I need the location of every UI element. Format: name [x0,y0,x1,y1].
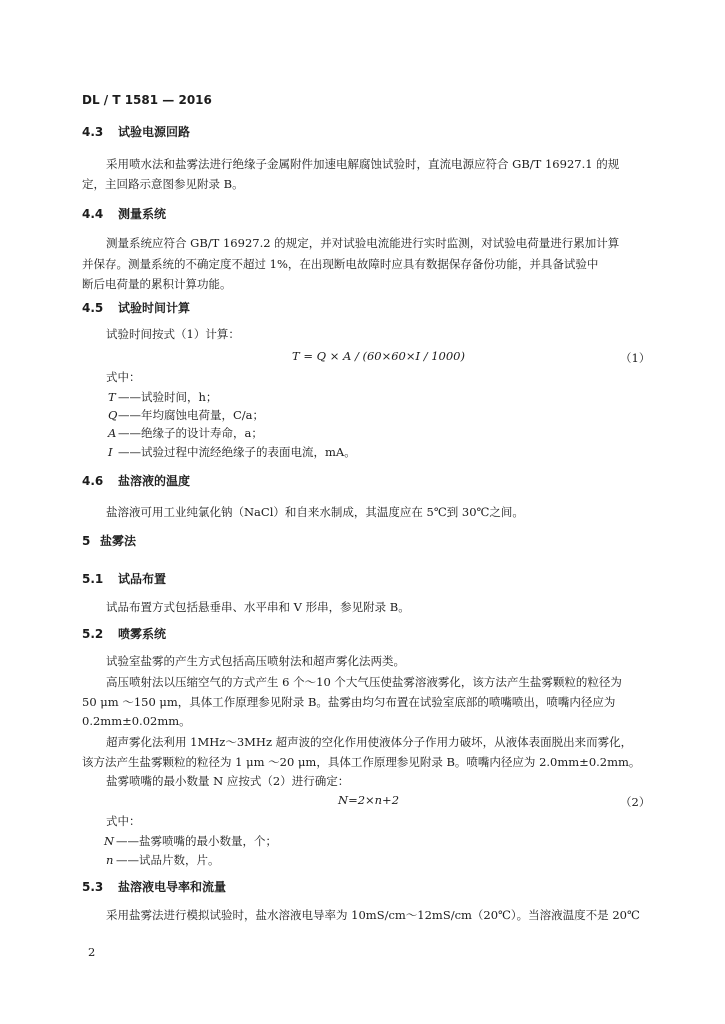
chapter-title: 盐雾法 [100,534,137,548]
section-number: 4.4 [82,207,104,221]
paragraph-line: 试验时间按式（1）计算： [106,327,240,341]
variable-description: ——试品片数，片。 [116,853,220,867]
variable-symbol: Q [108,408,118,422]
variable-symbol: N [104,834,115,848]
paragraph-line: 断后电荷量的累积计算功能。 [82,277,232,291]
where-label: 式中： [106,370,141,384]
equation-number: （2） [620,795,651,809]
paragraph-line: 采用盐雾法进行模拟试验时，盐水溶液电导率为 10mS/cm～12mS/cm（20℃）。当溶液温度不是 20℃ [106,908,640,922]
section-title: 试品布置 [118,572,167,586]
variable-symbol: A [108,426,117,440]
paragraph-line: 试验室盐雾的产生方式包括高压喷射法和超声雾化法两类。 [106,654,405,668]
section-number: 4.5 [82,301,104,315]
chapter-number: 5 [82,534,91,548]
section-title: 试验电源回路 [118,125,191,139]
paragraph-line: 采用喷水法和盐雾法进行绝缘子金属附件加速电解腐蚀试验时，直流电源应符合 GB/T 16927.1 的规 [106,157,620,171]
paragraph-line: 50 μm ～150 μm，具体工作原理参见附录 B。盐雾由均匀布置在试验室底部的喷嘴喷出，喷嘴内径应为 [82,695,616,709]
variable-description: ——绝缘子的设计寿命，a； [118,426,263,440]
section-number: 5.2 [82,627,104,641]
paragraph-line: 高压喷射法以压缩空气的方式产生 6 个～10 个大气压使盐雾溶液雾化，该方法产生盐雾颗粒的粒径为 [106,675,622,689]
paragraph-line: 测量系统应符合 GB/T 16927.2 的规定，并对试验电流能进行实时监测，对试验电荷量进行累加计算 [106,236,620,250]
paragraph-line: 盐雾喷嘴的最小数量 N 应按式（2）进行确定： [106,774,350,788]
paragraph-line: 该方法产生盐雾颗粒的粒径为 1 μm ～20 μm，具体工作原理参见附录 B。喷嘴内径应为 2.0mm±0.2mm。 [82,755,641,769]
paragraph-line: 0.2mm±0.02mm。 [82,714,191,728]
paragraph-line: 超声雾化法利用 1MHz～3MHz 超声波的空化作用使液体分子作用力破坏，从液体表面脱出来而雾化， [106,735,633,749]
variable-description: ——盐雾喷嘴的最小数量，个； [116,834,277,848]
section-title: 试验时间计算 [118,301,191,315]
variable-symbol: T [108,390,116,404]
section-number: 5.3 [82,880,104,894]
document-header-id: DL / T 1581 — 2016 [82,93,212,107]
section-title: 喷雾系统 [118,627,167,641]
section-title: 盐溶液电导率和流量 [118,880,227,894]
equation-number: （1） [620,351,651,365]
variable-description: ——试验过程中流经绝缘子的表面电流，mA。 [118,445,356,459]
paragraph-line: 试品布置方式包括悬垂串、水平串和 V 形串，参见附录 B。 [106,600,410,614]
paragraph-line: 定，主回路示意图参见附录 B。 [82,177,244,191]
variable-description: ——年均腐蚀电荷量，C/a； [118,408,265,422]
paragraph-line: 并保存。测量系统的不确定度不超过 1%，在出现断电故障时应具有数据保存备份功能，并具备试验中 [82,257,599,271]
page-number: 2 [88,945,96,959]
formula-1: T = Q × A / (60×60×I / 1000) [292,349,465,363]
section-number: 5.1 [82,572,104,586]
variable-symbol: n [106,853,114,867]
where-label: 式中： [106,814,141,828]
section-number: 4.3 [82,125,104,139]
section-title: 测量系统 [118,207,167,221]
variable-description: ——试验时间，h； [118,390,218,404]
paragraph-line: 盐溶液可用工业纯氯化钠（NaCl）和自来水制成，其温度应在 5℃到 30℃之间。 [106,505,524,519]
section-number: 4.6 [82,474,104,488]
formula-2: N=2×n+2 [338,793,400,807]
section-title: 盐溶液的温度 [118,474,191,488]
variable-symbol: I [108,445,113,459]
